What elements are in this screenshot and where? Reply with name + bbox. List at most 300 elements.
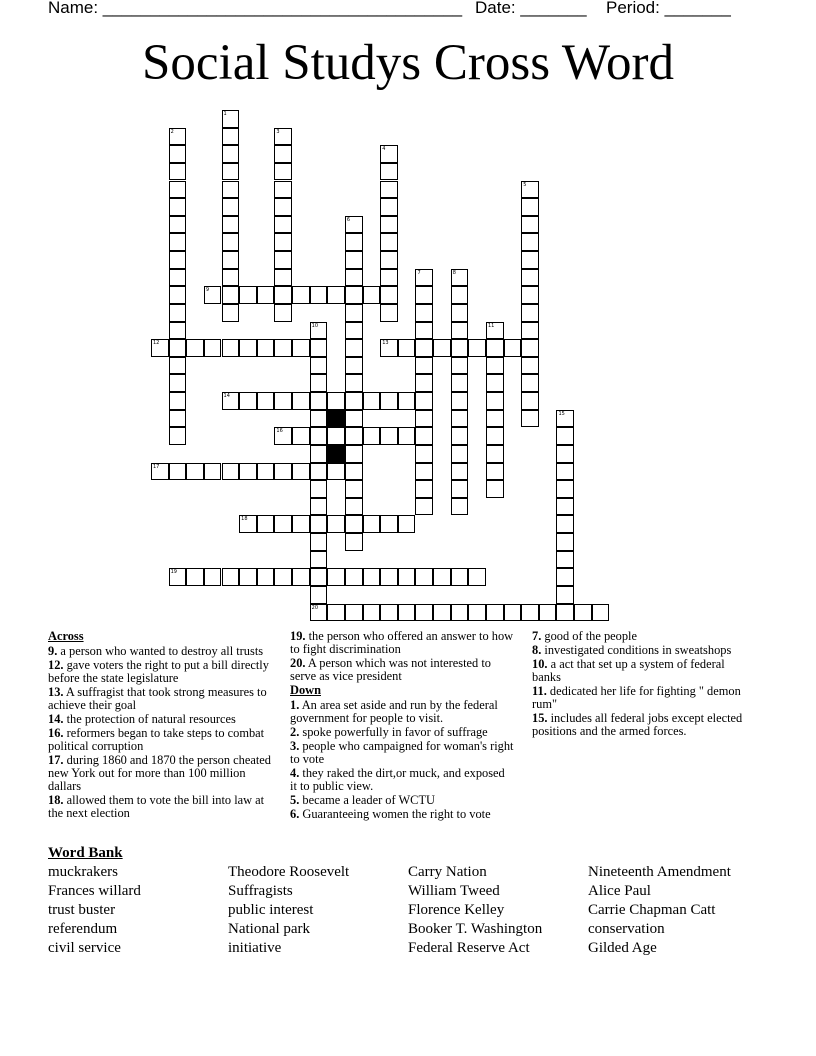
crossword-cell[interactable] [486, 392, 504, 410]
crossword-cell[interactable] [310, 286, 328, 304]
crossword-cell[interactable] [292, 392, 310, 410]
crossword-cell[interactable] [363, 515, 381, 533]
clue-down-15: 15. includes all federal jobs except elected positions and the armed forces. [532, 711, 743, 738]
crossword-cell[interactable] [274, 515, 292, 533]
word-bank-column-4 [588, 863, 768, 958]
crossword-cell[interactable] [169, 304, 187, 322]
crossword-cell[interactable] [486, 410, 504, 428]
crossword-cell[interactable] [556, 427, 574, 445]
crossword-cell[interactable] [521, 374, 539, 392]
crossword-cell[interactable] [310, 339, 328, 357]
crossword-cell[interactable] [504, 604, 522, 622]
crossword-cell[interactable] [398, 515, 416, 533]
crossword-cell[interactable] [556, 533, 574, 551]
crossword-cell[interactable] [363, 568, 381, 586]
crossword-cell[interactable] [556, 568, 574, 586]
crossword-cell[interactable] [169, 216, 187, 234]
word-bank-column-1 [48, 863, 228, 958]
crossword-cell[interactable] [451, 445, 469, 463]
crossword-cell[interactable] [363, 392, 381, 410]
crossword-cell[interactable] [486, 604, 504, 622]
page-title: Social Studys Cross Word [142, 35, 674, 91]
crossword-cell[interactable] [556, 480, 574, 498]
crossword-cell[interactable] [169, 568, 187, 586]
name-field[interactable]: Name: ______________________________________ [48, 0, 463, 17]
crossword-cell[interactable] [274, 216, 292, 234]
crossword-cell[interactable] [380, 392, 398, 410]
crossword-cell[interactable] [521, 198, 539, 216]
crossword-cell[interactable] [380, 568, 398, 586]
clue-number: 16 [276, 428, 283, 435]
crossword-cell[interactable] [186, 339, 204, 357]
crossword-cell[interactable] [274, 427, 292, 445]
crossword-cell[interactable] [257, 339, 275, 357]
clue-number: 14 [223, 393, 230, 400]
word-bank-item: Gilded Age [588, 940, 657, 956]
crossword-cell[interactable] [222, 145, 240, 163]
crossword-cell[interactable] [310, 322, 328, 340]
crossword-cell[interactable] [204, 339, 222, 357]
word-bank-item: Federal Reserve Act [408, 940, 530, 956]
crossword-cell[interactable] [292, 463, 310, 481]
word-bank-item: Frances willard [48, 883, 141, 899]
crossword-cell[interactable] [380, 339, 398, 357]
crossword-cell[interactable] [274, 286, 292, 304]
clue-across-12: 12. gave voters the right to put a bill directly before the state legislature [48, 658, 269, 685]
crossword-cell[interactable] [310, 427, 328, 445]
clue-number: 19 [170, 569, 177, 576]
crossword-cell[interactable] [345, 392, 363, 410]
crossword-cell[interactable] [239, 339, 257, 357]
crossword-cell[interactable] [380, 427, 398, 445]
clue-across-18: 18. allowed them to vote the bill into law at the next election [48, 793, 265, 820]
crossword-cell[interactable] [169, 410, 187, 428]
crossword-cell[interactable] [169, 392, 187, 410]
crossword-cell[interactable] [345, 304, 363, 322]
crossword-cell[interactable] [521, 251, 539, 269]
crossword-cell[interactable] [345, 357, 363, 375]
period-field[interactable]: Period: _______ [606, 0, 731, 17]
crossword-cell[interactable] [257, 392, 275, 410]
clue-number: 9 [205, 287, 210, 294]
crossword-cell[interactable] [257, 286, 275, 304]
crossword-cell[interactable] [310, 357, 328, 375]
crossword-cell[interactable] [345, 498, 363, 516]
crossword-cell[interactable] [169, 374, 187, 392]
crossword-cell[interactable] [169, 181, 187, 199]
crossword-cell[interactable] [292, 568, 310, 586]
crossword-cell[interactable] [292, 286, 310, 304]
crossword-cell[interactable] [415, 445, 433, 463]
crossword-cell[interactable] [451, 604, 469, 622]
black-square [327, 410, 345, 428]
clue-number: 10 [311, 322, 319, 329]
crossword-cell[interactable] [222, 269, 240, 287]
crossword-cell[interactable] [345, 515, 363, 533]
crossword-cell[interactable] [239, 515, 257, 533]
clue-number: 2 [170, 128, 174, 135]
crossword-cell[interactable] [292, 515, 310, 533]
crossword-cell[interactable] [433, 568, 451, 586]
crossword-cell[interactable] [415, 322, 433, 340]
crossword-cell[interactable] [274, 198, 292, 216]
crossword-cell[interactable] [380, 251, 398, 269]
crossword-cell[interactable] [292, 427, 310, 445]
crossword-cell[interactable] [363, 286, 381, 304]
word-bank-heading: Word Bank [48, 845, 123, 861]
crossword-cell[interactable] [169, 233, 187, 251]
crossword-cell[interactable] [521, 604, 539, 622]
crossword-cell[interactable] [556, 445, 574, 463]
clue-across-17: 17. during 1860 and 1870 the person cheated new York out for more than 100 million dallars [48, 753, 272, 793]
crossword-cell[interactable] [169, 322, 187, 340]
crossword-cell[interactable] [380, 181, 398, 199]
crossword-cell[interactable] [380, 515, 398, 533]
crossword-cell[interactable] [380, 304, 398, 322]
crossword-cell[interactable] [222, 339, 240, 357]
crossword-cell[interactable] [274, 163, 292, 181]
crossword-cell[interactable] [345, 568, 363, 586]
crossword-cell[interactable] [521, 304, 539, 322]
black-square [327, 445, 345, 463]
word-bank-item: Nineteenth Amendment [588, 864, 731, 880]
across-heading: Across [48, 629, 84, 643]
crossword-cell[interactable] [327, 392, 345, 410]
word-bank-item: Florence Kelley [408, 902, 505, 918]
crossword-cell[interactable] [345, 463, 363, 481]
crossword-cell[interactable] [310, 410, 328, 428]
crossword-cell[interactable] [574, 604, 592, 622]
crossword-cell[interactable] [327, 427, 345, 445]
clue-across-14: 14. the protection of natural resources [48, 712, 236, 726]
crossword-cell[interactable] [204, 568, 222, 586]
clues-column-2 [290, 630, 514, 822]
crossword-cell[interactable] [222, 216, 240, 234]
crossword-cell[interactable] [222, 233, 240, 251]
crossword-cell[interactable] [204, 463, 222, 481]
crossword-cell[interactable] [327, 463, 345, 481]
down-heading: Down [290, 683, 321, 697]
crossword-cell[interactable] [169, 145, 187, 163]
crossword-cell[interactable] [415, 304, 433, 322]
crossword-cell[interactable] [556, 498, 574, 516]
crossword-cell[interactable] [380, 286, 398, 304]
crossword-cell[interactable] [521, 357, 539, 375]
clue-number: 13 [382, 340, 389, 347]
crossword-cell[interactable] [169, 463, 187, 481]
crossword-cell[interactable] [433, 339, 451, 357]
clue-down-4: 4. they raked the dirt,or muck, and exposed it to public view. [290, 766, 505, 793]
crossword-cell[interactable] [274, 339, 292, 357]
crossword-cell[interactable] [556, 410, 574, 428]
crossword-cell[interactable] [521, 233, 539, 251]
crossword-cell[interactable] [451, 463, 469, 481]
crossword-cell[interactable] [415, 427, 433, 445]
word-bank-item: Booker T. Washington [408, 921, 543, 937]
word-bank-item: National park [228, 921, 311, 937]
crossword-cell[interactable] [310, 533, 328, 551]
crossword-cell[interactable] [556, 586, 574, 604]
crossword-cell[interactable] [274, 145, 292, 163]
clues-column-3 [532, 630, 756, 739]
crossword-cell[interactable] [451, 568, 469, 586]
crossword-cell[interactable] [345, 480, 363, 498]
crossword-cell[interactable] [151, 463, 169, 481]
crossword-cell[interactable] [274, 128, 292, 146]
word-bank-item: trust buster [48, 902, 116, 918]
crossword-cell[interactable] [186, 568, 204, 586]
crossword-cell[interactable] [310, 551, 328, 569]
crossword-cell[interactable] [451, 392, 469, 410]
crossword-cell[interactable] [415, 392, 433, 410]
crossword-cell[interactable] [486, 427, 504, 445]
crossword-cell[interactable] [468, 568, 486, 586]
crossword-cell[interactable] [521, 286, 539, 304]
crossword-cell[interactable] [521, 322, 539, 340]
crossword-cell[interactable] [345, 339, 363, 357]
crossword-cell[interactable] [451, 498, 469, 516]
crossword-cell[interactable] [274, 233, 292, 251]
clue-down-2: 2. spoke powerfully in favor of suffrage [290, 725, 488, 739]
crossword-cell[interactable] [310, 374, 328, 392]
crossword-cell[interactable] [345, 427, 363, 445]
crossword-cell[interactable] [310, 586, 328, 604]
clue-number: 12 [153, 340, 160, 347]
crossword-cell[interactable] [451, 322, 469, 340]
crossword-cell[interactable] [486, 463, 504, 481]
crossword-cell[interactable] [274, 251, 292, 269]
crossword-cell[interactable] [451, 339, 469, 357]
clue-across-20: 20. A person which was not interested to serve as vice president [290, 656, 491, 683]
crossword-cell[interactable] [274, 392, 292, 410]
crossword-cell[interactable] [556, 515, 574, 533]
crossword-cell[interactable] [486, 374, 504, 392]
crossword-cell[interactable] [380, 145, 398, 163]
crossword-cell[interactable] [451, 269, 469, 287]
crossword-cell[interactable] [222, 163, 240, 181]
crossword-cell[interactable] [204, 286, 222, 304]
clue-down-11: 11. dedicated her life for fighting " demon rum" [532, 684, 741, 711]
crossword-cell[interactable] [521, 339, 539, 357]
crossword-cell[interactable] [345, 322, 363, 340]
clue-number: 3 [276, 128, 280, 135]
word-bank-item: Theodore Roosevelt [228, 864, 350, 880]
crossword-cell[interactable] [398, 339, 416, 357]
date-field[interactable]: Date: _______ [475, 0, 587, 17]
crossword-cell[interactable] [239, 568, 257, 586]
crossword-cell[interactable] [169, 128, 187, 146]
crossword-cell[interactable] [539, 604, 557, 622]
crossword-cell[interactable] [486, 480, 504, 498]
word-bank-column-2 [228, 863, 408, 958]
word-bank-column-3 [408, 863, 588, 958]
crossword-cell[interactable] [398, 568, 416, 586]
crossword-cell[interactable] [310, 515, 328, 533]
clue-down-5: 5. became a leader of WCTU [290, 793, 435, 807]
crossword-cell[interactable] [345, 374, 363, 392]
crossword-cell[interactable] [415, 604, 433, 622]
crossword-cell[interactable] [521, 216, 539, 234]
crossword-cell[interactable] [345, 269, 363, 287]
clue-down-10: 10. a act that set up a system of federal banks [532, 657, 725, 684]
crossword-cell[interactable] [222, 286, 240, 304]
crossword-cell[interactable] [222, 128, 240, 146]
crossword-cell[interactable] [222, 110, 240, 128]
crossword-cell[interactable] [169, 163, 187, 181]
crossword-cell[interactable] [257, 515, 275, 533]
word-bank-item: William Tweed [408, 883, 500, 899]
crossword-cell[interactable] [451, 410, 469, 428]
crossword-cell[interactable] [274, 463, 292, 481]
crossword-cell[interactable] [451, 480, 469, 498]
crossword-cell[interactable] [521, 269, 539, 287]
crossword-cell[interactable] [380, 216, 398, 234]
crossword-cell[interactable] [415, 568, 433, 586]
crossword-cell[interactable] [169, 286, 187, 304]
crossword-cell[interactable] [345, 233, 363, 251]
crossword-cell[interactable] [310, 604, 328, 622]
crossword-cell[interactable] [169, 339, 187, 357]
clue-down-1: 1. An area set aside and run by the federal government for people to visit. [290, 698, 498, 725]
crossword-cell[interactable] [521, 181, 539, 199]
word-bank [48, 863, 768, 963]
crossword-cell[interactable] [415, 374, 433, 392]
clue-down-7: 7. good of the people [532, 629, 637, 643]
crossword-cell[interactable] [169, 269, 187, 287]
clue-number: 15 [558, 410, 565, 417]
crossword-cell[interactable] [415, 463, 433, 481]
crossword-cell[interactable] [380, 604, 398, 622]
crossword-cell[interactable] [398, 392, 416, 410]
crossword-cell[interactable] [239, 463, 257, 481]
crossword-cell[interactable] [169, 198, 187, 216]
crossword-cell[interactable] [257, 463, 275, 481]
crossword-cell[interactable] [257, 568, 275, 586]
crossword-cell[interactable] [451, 357, 469, 375]
crossword-cell[interactable] [433, 604, 451, 622]
crossword-cell[interactable] [380, 163, 398, 181]
crossword-cell[interactable] [345, 286, 363, 304]
crossword-cell[interactable] [486, 322, 504, 340]
crossword-cell[interactable] [415, 498, 433, 516]
crossword-cell[interactable] [451, 427, 469, 445]
crossword-cell[interactable] [504, 339, 522, 357]
crossword-cell[interactable] [222, 251, 240, 269]
crossword-cell[interactable] [486, 339, 504, 357]
crossword-cell[interactable] [415, 357, 433, 375]
crossword-cell[interactable] [169, 427, 187, 445]
clue-across-19: 19. the person who offered an answer to how to fight discrimination [290, 629, 514, 656]
crossword-cell[interactable] [186, 463, 204, 481]
crossword-cell[interactable] [169, 251, 187, 269]
crossword-cell[interactable] [345, 604, 363, 622]
crossword-cell[interactable] [451, 304, 469, 322]
crossword-cell[interactable] [415, 286, 433, 304]
word-bank-item: Carry Nation [408, 864, 487, 880]
crossword-cell[interactable] [363, 604, 381, 622]
crossword-cell[interactable] [222, 568, 240, 586]
crossword-cell[interactable] [310, 568, 328, 586]
crossword-cell[interactable] [415, 410, 433, 428]
crossword-cell[interactable] [345, 533, 363, 551]
clue-number: 5 [523, 181, 527, 188]
crossword-cell[interactable] [415, 269, 433, 287]
crossword-cell[interactable] [327, 604, 345, 622]
word-bank-item: public interest [228, 902, 314, 918]
word-bank-item: Carrie Chapman Catt [588, 902, 716, 918]
word-bank-item: muckrakers [48, 864, 118, 880]
crossword-cell[interactable] [398, 427, 416, 445]
word-bank-item: initiative [228, 940, 282, 956]
crossword-cell[interactable] [310, 498, 328, 516]
crossword-cell[interactable] [222, 198, 240, 216]
crossword-cell[interactable] [556, 463, 574, 481]
crossword-cell[interactable] [327, 515, 345, 533]
crossword-cell[interactable] [380, 233, 398, 251]
clue-number: 1 [223, 111, 227, 117]
clue-down-6: 6. Guaranteeing women the right to vote [290, 807, 491, 821]
word-bank-item: Alice Paul [588, 883, 651, 899]
crossword-cell[interactable] [345, 445, 363, 463]
crossword-cell[interactable] [521, 392, 539, 410]
crossword-cell[interactable] [310, 463, 328, 481]
crossword-cell[interactable] [468, 604, 486, 622]
crossword-cell[interactable] [222, 181, 240, 199]
clue-down-3: 3. people who campaigned for woman's right to vote [290, 739, 514, 766]
crossword-cell[interactable] [239, 286, 257, 304]
crossword-cell[interactable] [292, 339, 310, 357]
crossword-cell[interactable] [327, 568, 345, 586]
clue-number: 20 [311, 604, 319, 611]
crossword-cell[interactable] [345, 251, 363, 269]
crossword-cell[interactable] [592, 604, 610, 622]
crossword-cell[interactable] [556, 551, 574, 569]
crossword-cell[interactable] [345, 410, 363, 428]
crossword-cell[interactable] [274, 568, 292, 586]
crossword-cell[interactable] [345, 216, 363, 234]
word-bank-item: referendum [48, 921, 118, 937]
crossword-cell[interactable] [363, 427, 381, 445]
crossword-cell[interactable] [310, 480, 328, 498]
crossword-cell[interactable] [274, 269, 292, 287]
crossword-cell[interactable] [380, 269, 398, 287]
clue-across-16: 16. reformers began to take steps to combat political corruption [48, 726, 265, 753]
crossword-cell[interactable] [310, 445, 328, 463]
crossword-cell[interactable] [451, 374, 469, 392]
crossword-cell[interactable] [398, 604, 416, 622]
crossword-cell[interactable] [451, 286, 469, 304]
crossword-cell[interactable] [486, 445, 504, 463]
crossword-cell[interactable] [415, 480, 433, 498]
crossword-cell[interactable] [274, 181, 292, 199]
crossword-cell[interactable] [327, 286, 345, 304]
crossword-cell[interactable] [486, 357, 504, 375]
crossword-cell[interactable] [274, 304, 292, 322]
crossword-cell[interactable] [468, 339, 486, 357]
crossword-cell[interactable] [380, 198, 398, 216]
crossword-cell[interactable] [151, 339, 169, 357]
crossword-cell[interactable] [556, 604, 574, 622]
crossword-cell[interactable] [222, 304, 240, 322]
crossword-cell[interactable] [222, 463, 240, 481]
crossword-cell[interactable] [169, 357, 187, 375]
crossword-cell[interactable] [521, 410, 539, 428]
clue-down-8: 8. investigated conditions in sweatshops [532, 643, 732, 657]
crossword-cell[interactable] [415, 339, 433, 357]
crossword-cell[interactable] [310, 392, 328, 410]
crossword-cell[interactable] [222, 392, 240, 410]
crossword-cell[interactable] [239, 392, 257, 410]
